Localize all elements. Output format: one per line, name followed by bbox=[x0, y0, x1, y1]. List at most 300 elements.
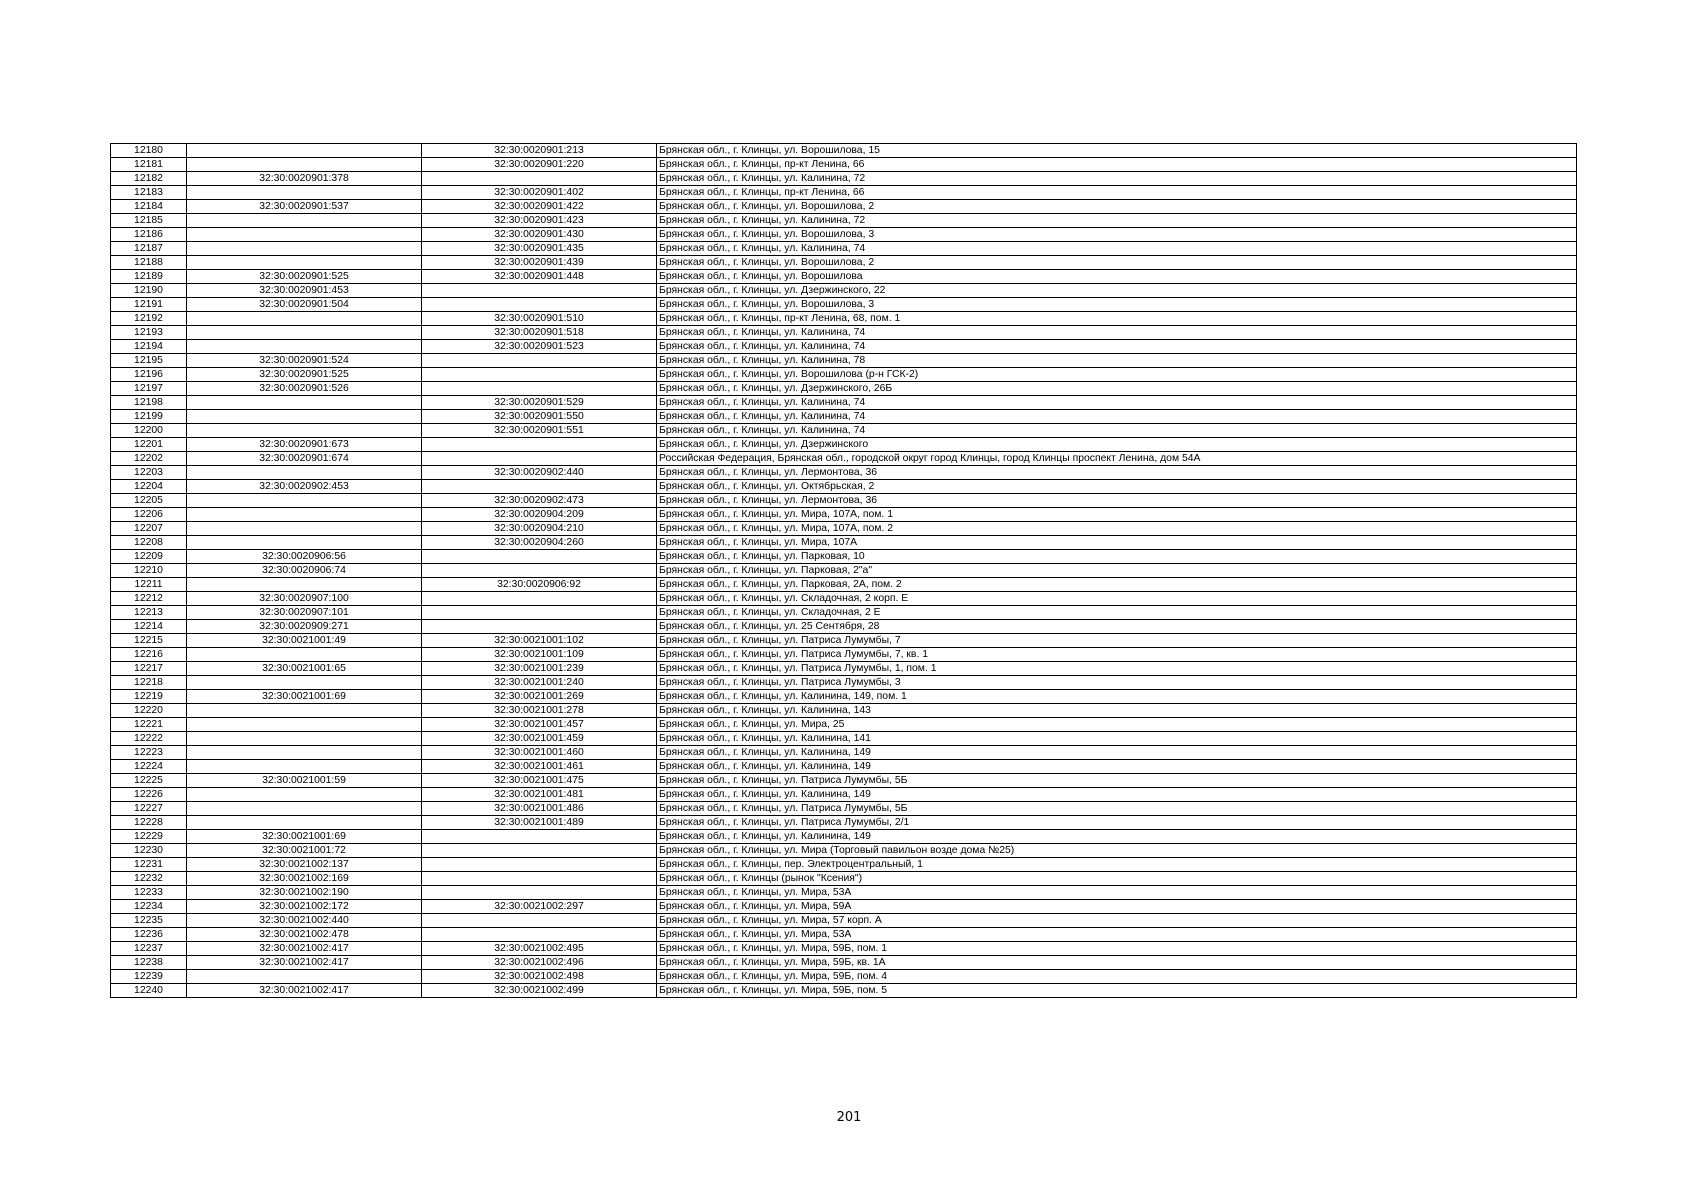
cadastral-number-cell: 32:30:0020907:101 bbox=[187, 606, 422, 620]
building-cadastral-number-cell: 32:30:0021001:460 bbox=[422, 746, 657, 760]
table-row bbox=[111, 984, 1577, 998]
cadastral-number-cell bbox=[187, 312, 422, 326]
address-cell: Брянская обл., г. Клинцы, ул. Патриса Лумумбы, 2/1 bbox=[657, 816, 1577, 830]
building-cadastral-number-cell: 32:30:0021001:489 bbox=[422, 816, 657, 830]
row-number-cell: 12212 bbox=[111, 592, 187, 606]
row-number-cell: 12230 bbox=[111, 844, 187, 858]
table-row bbox=[111, 466, 1577, 480]
cadastral-number-cell: 32:30:0020901:525 bbox=[187, 270, 422, 284]
building-cadastral-number-cell: 32:30:0020901:550 bbox=[422, 410, 657, 424]
table-row bbox=[111, 438, 1577, 452]
address-cell: Брянская обл., г. Клинцы, ул. Калинина, 141 bbox=[657, 732, 1577, 746]
table-row bbox=[111, 830, 1577, 844]
cadastral-number-cell bbox=[187, 788, 422, 802]
address-cell: Брянская обл., г. Клинцы, ул. Мира, 53А bbox=[657, 886, 1577, 900]
building-cadastral-number-cell bbox=[422, 830, 657, 844]
table-row bbox=[111, 354, 1577, 368]
row-number-cell: 12198 bbox=[111, 396, 187, 410]
building-cadastral-number-cell bbox=[422, 438, 657, 452]
cadastral-number-cell bbox=[187, 578, 422, 592]
row-number-cell: 12240 bbox=[111, 984, 187, 998]
address-cell: Брянская обл., г. Клинцы, ул. Калинина, 149 bbox=[657, 760, 1577, 774]
row-number-cell: 12223 bbox=[111, 746, 187, 760]
row-number-cell: 12211 bbox=[111, 578, 187, 592]
building-cadastral-number-cell: 32:30:0020902:440 bbox=[422, 466, 657, 480]
building-cadastral-number-cell: 32:30:0020901:430 bbox=[422, 228, 657, 242]
cadastral-number-cell: 32:30:0020909:271 bbox=[187, 620, 422, 634]
cadastral-number-cell: 32:30:0021001:69 bbox=[187, 830, 422, 844]
cadastral-number-cell: 32:30:0021002:417 bbox=[187, 942, 422, 956]
row-number-cell: 12233 bbox=[111, 886, 187, 900]
table-row bbox=[111, 928, 1577, 942]
address-cell: Брянская обл., г. Клинцы, ул. Мира, 59Б, кв. 1А bbox=[657, 956, 1577, 970]
cadastral-number-cell: 32:30:0021002:417 bbox=[187, 984, 422, 998]
building-cadastral-number-cell: 32:30:0021002:498 bbox=[422, 970, 657, 984]
cadastral-number-cell bbox=[187, 648, 422, 662]
row-number-cell: 12209 bbox=[111, 550, 187, 564]
cadastral-number-cell: 32:30:0020907:100 bbox=[187, 592, 422, 606]
cadastral-number-cell: 32:30:0021002:440 bbox=[187, 914, 422, 928]
address-cell: Брянская обл., г. Клинцы, ул. Мира, 107А, пом. 2 bbox=[657, 522, 1577, 536]
address-cell: Брянская обл., г. Клинцы, ул. Калинина, 74 bbox=[657, 340, 1577, 354]
building-cadastral-number-cell: 32:30:0021001:102 bbox=[422, 634, 657, 648]
cadastral-number-cell: 32:30:0020901:504 bbox=[187, 298, 422, 312]
row-number-cell: 12215 bbox=[111, 634, 187, 648]
address-cell: Брянская обл., г. Клинцы, ул. Дзержинского bbox=[657, 438, 1577, 452]
table-row bbox=[111, 452, 1577, 466]
table-row bbox=[111, 802, 1577, 816]
address-cell: Брянская обл., г. Клинцы, ул. Калинина, 149 bbox=[657, 788, 1577, 802]
cadastral-number-cell: 32:30:0021002:169 bbox=[187, 872, 422, 886]
table-row bbox=[111, 214, 1577, 228]
building-cadastral-number-cell: 32:30:0020904:209 bbox=[422, 508, 657, 522]
address-cell: Брянская обл., г. Клинцы, ул. Мира, 59А bbox=[657, 900, 1577, 914]
building-cadastral-number-cell bbox=[422, 354, 657, 368]
row-number-cell: 12236 bbox=[111, 928, 187, 942]
cadastral-number-cell bbox=[187, 144, 422, 158]
cadastral-number-cell bbox=[187, 214, 422, 228]
cadastral-number-cell: 32:30:0020906:74 bbox=[187, 564, 422, 578]
building-cadastral-number-cell bbox=[422, 382, 657, 396]
row-number-cell: 12204 bbox=[111, 480, 187, 494]
row-number-cell: 12207 bbox=[111, 522, 187, 536]
address-cell: Брянская обл., г. Клинцы, ул. Калинина, 143 bbox=[657, 704, 1577, 718]
address-cell: Брянская обл., г. Клинцы, ул. Патриса Лумумбы, 3 bbox=[657, 676, 1577, 690]
address-cell: Брянская обл., г. Клинцы, ул. Парковая, 10 bbox=[657, 550, 1577, 564]
address-cell: Брянская обл., г. Клинцы, ул. Ворошилова, 3 bbox=[657, 298, 1577, 312]
row-number-cell: 12227 bbox=[111, 802, 187, 816]
row-number-cell: 12201 bbox=[111, 438, 187, 452]
table-row bbox=[111, 480, 1577, 494]
cadastral-number-cell: 32:30:0021002:172 bbox=[187, 900, 422, 914]
building-cadastral-number-cell bbox=[422, 284, 657, 298]
building-cadastral-number-cell: 32:30:0021001:457 bbox=[422, 718, 657, 732]
cadastral-number-cell: 32:30:0020901:673 bbox=[187, 438, 422, 452]
table-row bbox=[111, 788, 1577, 802]
table-row bbox=[111, 200, 1577, 214]
row-number-cell: 12203 bbox=[111, 466, 187, 480]
address-cell: Брянская обл., г. Клинцы, ул. 25 Сентября, 28 bbox=[657, 620, 1577, 634]
row-number-cell: 12191 bbox=[111, 298, 187, 312]
cadastral-number-cell: 32:30:0020901:524 bbox=[187, 354, 422, 368]
cadastral-number-cell: 32:30:0020906:56 bbox=[187, 550, 422, 564]
address-cell: Брянская обл., г. Клинцы, ул. Калинина, 149 bbox=[657, 830, 1577, 844]
table-row bbox=[111, 886, 1577, 900]
cadastral-number-cell bbox=[187, 760, 422, 774]
address-cell: Брянская обл., г. Клинцы, ул. Калинина, 149, пом. 1 bbox=[657, 690, 1577, 704]
page-number: 201 bbox=[836, 1110, 862, 1125]
row-number-cell: 12188 bbox=[111, 256, 187, 270]
building-cadastral-number-cell: 32:30:0021002:499 bbox=[422, 984, 657, 998]
address-cell: Брянская обл., г. Клинцы, ул. Мира, 57 корп. А bbox=[657, 914, 1577, 928]
cadastral-number-cell: 32:30:0021001:72 bbox=[187, 844, 422, 858]
table-row bbox=[111, 396, 1577, 410]
cadastral-number-cell bbox=[187, 802, 422, 816]
address-cell: Брянская обл., г. Клинцы, ул. Патриса Лумумбы, 7 bbox=[657, 634, 1577, 648]
cadastral-number-cell bbox=[187, 396, 422, 410]
cadastral-number-cell bbox=[187, 746, 422, 760]
table-row bbox=[111, 284, 1577, 298]
building-cadastral-number-cell: 32:30:0021002:496 bbox=[422, 956, 657, 970]
address-cell: Брянская обл., г. Клинцы, пр-кт Ленина, 66 bbox=[657, 186, 1577, 200]
table-row bbox=[111, 858, 1577, 872]
building-cadastral-number-cell bbox=[422, 172, 657, 186]
table-row bbox=[111, 312, 1577, 326]
building-cadastral-number-cell: 32:30:0020901:523 bbox=[422, 340, 657, 354]
table-row bbox=[111, 872, 1577, 886]
cadastral-number-cell: 32:30:0020901:674 bbox=[187, 452, 422, 466]
building-cadastral-number-cell bbox=[422, 886, 657, 900]
address-cell: Брянская обл., г. Клинцы, ул. Мира (Торговый павильон возде дома №25) bbox=[657, 844, 1577, 858]
cadastral-number-cell: 32:30:0020901:453 bbox=[187, 284, 422, 298]
address-cell: Брянская обл., г. Клинцы, ул. Парковая, 2А, пом. 2 bbox=[657, 578, 1577, 592]
table-row bbox=[111, 774, 1577, 788]
address-cell: Брянская обл., г. Клинцы, ул. Калинина, 74 bbox=[657, 396, 1577, 410]
address-cell: Брянская обл., г. Клинцы, ул. Патриса Лумумбы, 7, кв. 1 bbox=[657, 648, 1577, 662]
address-cell: Брянская обл., г. Клинцы, ул. Дзержинского, 26Б bbox=[657, 382, 1577, 396]
cadastral-number-cell bbox=[187, 676, 422, 690]
building-cadastral-number-cell: 32:30:0021001:475 bbox=[422, 774, 657, 788]
address-cell: Брянская обл., г. Клинцы, ул. Калинина, 74 bbox=[657, 410, 1577, 424]
row-number-cell: 12216 bbox=[111, 648, 187, 662]
cadastral-number-cell bbox=[187, 704, 422, 718]
row-number-cell: 12205 bbox=[111, 494, 187, 508]
building-cadastral-number-cell: 32:30:0020901:529 bbox=[422, 396, 657, 410]
address-cell: Брянская обл., г. Клинцы, ул. Мира, 107А, пом. 1 bbox=[657, 508, 1577, 522]
address-cell: Брянская обл., г. Клинцы, ул. Ворошилова (р-н ГСК-2) bbox=[657, 368, 1577, 382]
cadastral-number-cell bbox=[187, 340, 422, 354]
table-row bbox=[111, 676, 1577, 690]
row-number-cell: 12184 bbox=[111, 200, 187, 214]
table-row bbox=[111, 522, 1577, 536]
cadastral-number-cell: 32:30:0021001:69 bbox=[187, 690, 422, 704]
table-row bbox=[111, 536, 1577, 550]
building-cadastral-number-cell: 32:30:0020901:422 bbox=[422, 200, 657, 214]
row-number-cell: 12231 bbox=[111, 858, 187, 872]
table-row bbox=[111, 956, 1577, 970]
row-number-cell: 12192 bbox=[111, 312, 187, 326]
building-cadastral-number-cell: 32:30:0021001:109 bbox=[422, 648, 657, 662]
table-row bbox=[111, 228, 1577, 242]
row-number-cell: 12229 bbox=[111, 830, 187, 844]
address-cell: Брянская обл., г. Клинцы, ул. Ворошилова, 15 bbox=[657, 144, 1577, 158]
cadastral-number-cell bbox=[187, 732, 422, 746]
table-row bbox=[111, 746, 1577, 760]
building-cadastral-number-cell: 32:30:0020904:210 bbox=[422, 522, 657, 536]
building-cadastral-number-cell: 32:30:0021001:459 bbox=[422, 732, 657, 746]
row-number-cell: 12206 bbox=[111, 508, 187, 522]
row-number-cell: 12187 bbox=[111, 242, 187, 256]
building-cadastral-number-cell bbox=[422, 564, 657, 578]
cadastral-number-cell bbox=[187, 186, 422, 200]
row-number-cell: 12213 bbox=[111, 606, 187, 620]
row-number-cell: 12224 bbox=[111, 760, 187, 774]
table-row bbox=[111, 844, 1577, 858]
table-row bbox=[111, 592, 1577, 606]
building-cadastral-number-cell: 32:30:0020901:518 bbox=[422, 326, 657, 340]
address-cell: Брянская обл., г. Клинцы, ул. Мира, 59Б, пом. 5 bbox=[657, 984, 1577, 998]
row-number-cell: 12197 bbox=[111, 382, 187, 396]
address-cell: Брянская обл., г. Клинцы, ул. Калинина, 72 bbox=[657, 214, 1577, 228]
cadastral-number-cell: 32:30:0020901:537 bbox=[187, 200, 422, 214]
cadastral-number-cell bbox=[187, 326, 422, 340]
row-number-cell: 12183 bbox=[111, 186, 187, 200]
address-cell: Брянская обл., г. Клинцы, ул. Ворошилова, 2 bbox=[657, 200, 1577, 214]
building-cadastral-number-cell: 32:30:0021001:240 bbox=[422, 676, 657, 690]
row-number-cell: 12189 bbox=[111, 270, 187, 284]
cadastral-number-cell: 32:30:0021001:49 bbox=[187, 634, 422, 648]
row-number-cell: 12182 bbox=[111, 172, 187, 186]
cadastral-number-cell bbox=[187, 424, 422, 438]
row-number-cell: 12185 bbox=[111, 214, 187, 228]
building-cadastral-number-cell bbox=[422, 844, 657, 858]
cadastral-number-cell bbox=[187, 242, 422, 256]
building-cadastral-number-cell bbox=[422, 480, 657, 494]
cadastral-number-cell: 32:30:0021001:59 bbox=[187, 774, 422, 788]
building-cadastral-number-cell bbox=[422, 298, 657, 312]
row-number-cell: 12219 bbox=[111, 690, 187, 704]
row-number-cell: 12226 bbox=[111, 788, 187, 802]
address-cell: Российская Федерация, Брянская обл., городской округ город Клинцы, город Клинцы проспект Ленина, дом 54А bbox=[657, 452, 1577, 466]
address-cell: Брянская обл., г. Клинцы, ул. Лермонтова, 36 bbox=[657, 494, 1577, 508]
address-cell: Брянская обл., г. Клинцы, ул. Патриса Лумумбы, 5Б bbox=[657, 802, 1577, 816]
building-cadastral-number-cell: 32:30:0021001:278 bbox=[422, 704, 657, 718]
address-cell: Брянская обл., г. Клинцы, ул. Дзержинского, 22 bbox=[657, 284, 1577, 298]
building-cadastral-number-cell bbox=[422, 872, 657, 886]
address-cell: Брянская обл., г. Клинцы, ул. Складочная, 2 корп. Е bbox=[657, 592, 1577, 606]
building-cadastral-number-cell bbox=[422, 928, 657, 942]
cadastral-number-cell: 32:30:0021002:417 bbox=[187, 956, 422, 970]
cadastral-number-cell: 32:30:0021001:65 bbox=[187, 662, 422, 676]
building-cadastral-number-cell bbox=[422, 592, 657, 606]
row-number-cell: 12221 bbox=[111, 718, 187, 732]
table-row bbox=[111, 256, 1577, 270]
row-number-cell: 12225 bbox=[111, 774, 187, 788]
table-row bbox=[111, 172, 1577, 186]
row-number-cell: 12190 bbox=[111, 284, 187, 298]
cadastral-number-cell bbox=[187, 494, 422, 508]
row-number-cell: 12214 bbox=[111, 620, 187, 634]
building-cadastral-number-cell: 32:30:0020904:260 bbox=[422, 536, 657, 550]
building-cadastral-number-cell: 32:30:0020901:213 bbox=[422, 144, 657, 158]
row-number-cell: 12222 bbox=[111, 732, 187, 746]
cadastral-number-cell: 32:30:0020902:453 bbox=[187, 480, 422, 494]
table-row bbox=[111, 900, 1577, 914]
table-row bbox=[111, 186, 1577, 200]
row-number-cell: 12218 bbox=[111, 676, 187, 690]
row-number-cell: 12217 bbox=[111, 662, 187, 676]
row-number-cell: 12193 bbox=[111, 326, 187, 340]
address-cell: Брянская обл., г. Клинцы, ул. Мира, 59Б, пом. 4 bbox=[657, 970, 1577, 984]
table-row bbox=[111, 550, 1577, 564]
address-cell: Брянская обл., г. Клинцы, ул. Калинина, 74 bbox=[657, 326, 1577, 340]
address-cell: Брянская обл., г. Клинцы, пр-кт Ленина, 66 bbox=[657, 158, 1577, 172]
row-number-cell: 12210 bbox=[111, 564, 187, 578]
registry-table-body bbox=[111, 144, 1577, 998]
row-number-cell: 12234 bbox=[111, 900, 187, 914]
building-cadastral-number-cell: 32:30:0020901:402 bbox=[422, 186, 657, 200]
cadastral-number-cell bbox=[187, 718, 422, 732]
row-number-cell: 12238 bbox=[111, 956, 187, 970]
address-cell: Брянская обл., г. Клинцы, ул. Парковая, 2"а" bbox=[657, 564, 1577, 578]
address-cell: Брянская обл., г. Клинцы, ул. Патриса Лумумбы, 5Б bbox=[657, 774, 1577, 788]
table-row bbox=[111, 816, 1577, 830]
building-cadastral-number-cell bbox=[422, 550, 657, 564]
table-row bbox=[111, 970, 1577, 984]
table-row bbox=[111, 606, 1577, 620]
cadastral-number-cell bbox=[187, 228, 422, 242]
row-number-cell: 12220 bbox=[111, 704, 187, 718]
row-number-cell: 12195 bbox=[111, 354, 187, 368]
row-number-cell: 12196 bbox=[111, 368, 187, 382]
building-cadastral-number-cell: 32:30:0020906:92 bbox=[422, 578, 657, 592]
row-number-cell: 12200 bbox=[111, 424, 187, 438]
building-cadastral-number-cell bbox=[422, 606, 657, 620]
address-cell: Брянская обл., г. Клинцы, ул. Калинина, 78 bbox=[657, 354, 1577, 368]
table-row bbox=[111, 340, 1577, 354]
table-row bbox=[111, 704, 1577, 718]
building-cadastral-number-cell: 32:30:0020901:439 bbox=[422, 256, 657, 270]
address-cell: Брянская обл., г. Клинцы, ул. Складочная, 2 Е bbox=[657, 606, 1577, 620]
table-row bbox=[111, 564, 1577, 578]
address-cell: Брянская обл., г. Клинцы, ул. Лермонтова, 36 bbox=[657, 466, 1577, 480]
table-row bbox=[111, 242, 1577, 256]
building-cadastral-number-cell: 32:30:0021001:481 bbox=[422, 788, 657, 802]
table-row bbox=[111, 270, 1577, 284]
cadastral-number-cell bbox=[187, 522, 422, 536]
cadastral-number-cell: 32:30:0021002:190 bbox=[187, 886, 422, 900]
table-row bbox=[111, 718, 1577, 732]
building-cadastral-number-cell bbox=[422, 368, 657, 382]
row-number-cell: 12232 bbox=[111, 872, 187, 886]
building-cadastral-number-cell: 32:30:0021001:269 bbox=[422, 690, 657, 704]
table-row bbox=[111, 690, 1577, 704]
table-row bbox=[111, 144, 1577, 158]
row-number-cell: 12239 bbox=[111, 970, 187, 984]
table-row bbox=[111, 620, 1577, 634]
address-cell: Брянская обл., г. Клинцы, пер. Электроцентральный, 1 bbox=[657, 858, 1577, 872]
table-row bbox=[111, 382, 1577, 396]
table-row bbox=[111, 732, 1577, 746]
address-cell: Брянская обл., г. Клинцы, ул. Октябрьская, 2 bbox=[657, 480, 1577, 494]
table-row bbox=[111, 508, 1577, 522]
cadastral-number-cell bbox=[187, 536, 422, 550]
cadastral-number-cell bbox=[187, 816, 422, 830]
table-row bbox=[111, 578, 1577, 592]
address-cell: Брянская обл., г. Клинцы, ул. Ворошилова, 3 bbox=[657, 228, 1577, 242]
row-number-cell: 12199 bbox=[111, 410, 187, 424]
building-cadastral-number-cell: 32:30:0020901:220 bbox=[422, 158, 657, 172]
building-cadastral-number-cell: 32:30:0021001:461 bbox=[422, 760, 657, 774]
building-cadastral-number-cell: 32:30:0020901:448 bbox=[422, 270, 657, 284]
building-cadastral-number-cell bbox=[422, 858, 657, 872]
building-cadastral-number-cell: 32:30:0021002:297 bbox=[422, 900, 657, 914]
address-cell: Брянская обл., г. Клинцы, ул. Калинина, 72 bbox=[657, 172, 1577, 186]
registry-table bbox=[110, 143, 1577, 998]
table-row bbox=[111, 648, 1577, 662]
table-row bbox=[111, 760, 1577, 774]
cadastral-number-cell bbox=[187, 970, 422, 984]
address-cell: Брянская обл., г. Клинцы, ул. Калинина, 149 bbox=[657, 746, 1577, 760]
address-cell: Брянская обл., г. Клинцы, ул. Калинина, 74 bbox=[657, 242, 1577, 256]
row-number-cell: 12194 bbox=[111, 340, 187, 354]
table-row bbox=[111, 410, 1577, 424]
address-cell: Брянская обл., г. Клинцы, ул. Патриса Лумумбы, 1, пом. 1 bbox=[657, 662, 1577, 676]
building-cadastral-number-cell: 32:30:0020901:510 bbox=[422, 312, 657, 326]
table-row bbox=[111, 494, 1577, 508]
building-cadastral-number-cell: 32:30:0020901:423 bbox=[422, 214, 657, 228]
table-row bbox=[111, 326, 1577, 340]
cadastral-number-cell bbox=[187, 158, 422, 172]
table-row bbox=[111, 158, 1577, 172]
cadastral-number-cell bbox=[187, 256, 422, 270]
building-cadastral-number-cell: 32:30:0020901:551 bbox=[422, 424, 657, 438]
table-row bbox=[111, 662, 1577, 676]
address-cell: Брянская обл., г. Клинцы, ул. Мира, 59Б, пом. 1 bbox=[657, 942, 1577, 956]
cadastral-number-cell: 32:30:0021002:478 bbox=[187, 928, 422, 942]
cadastral-number-cell: 32:30:0021002:137 bbox=[187, 858, 422, 872]
address-cell: Брянская обл., г. Клинцы (рынок "Ксения") bbox=[657, 872, 1577, 886]
table-row bbox=[111, 942, 1577, 956]
building-cadastral-number-cell bbox=[422, 620, 657, 634]
row-number-cell: 12235 bbox=[111, 914, 187, 928]
building-cadastral-number-cell bbox=[422, 452, 657, 466]
table-row bbox=[111, 634, 1577, 648]
row-number-cell: 12186 bbox=[111, 228, 187, 242]
table-row bbox=[111, 368, 1577, 382]
row-number-cell: 12208 bbox=[111, 536, 187, 550]
building-cadastral-number-cell: 32:30:0020901:435 bbox=[422, 242, 657, 256]
address-cell: Брянская обл., г. Клинцы, пр-кт Ленина, 68, пом. 1 bbox=[657, 312, 1577, 326]
building-cadastral-number-cell: 32:30:0020902:473 bbox=[422, 494, 657, 508]
building-cadastral-number-cell: 32:30:0021001:486 bbox=[422, 802, 657, 816]
address-cell: Брянская обл., г. Клинцы, ул. Ворошилова bbox=[657, 270, 1577, 284]
building-cadastral-number-cell: 32:30:0021001:239 bbox=[422, 662, 657, 676]
table-row bbox=[111, 298, 1577, 312]
cadastral-number-cell bbox=[187, 508, 422, 522]
table-row bbox=[111, 424, 1577, 438]
cadastral-number-cell bbox=[187, 466, 422, 480]
address-cell: Брянская обл., г. Клинцы, ул. Мира, 25 bbox=[657, 718, 1577, 732]
cadastral-number-cell: 32:30:0020901:525 bbox=[187, 368, 422, 382]
building-cadastral-number-cell: 32:30:0021002:495 bbox=[422, 942, 657, 956]
row-number-cell: 12237 bbox=[111, 942, 187, 956]
table-row bbox=[111, 914, 1577, 928]
row-number-cell: 12202 bbox=[111, 452, 187, 466]
cadastral-number-cell bbox=[187, 410, 422, 424]
row-number-cell: 12180 bbox=[111, 144, 187, 158]
address-cell: Брянская обл., г. Клинцы, ул. Ворошилова, 2 bbox=[657, 256, 1577, 270]
